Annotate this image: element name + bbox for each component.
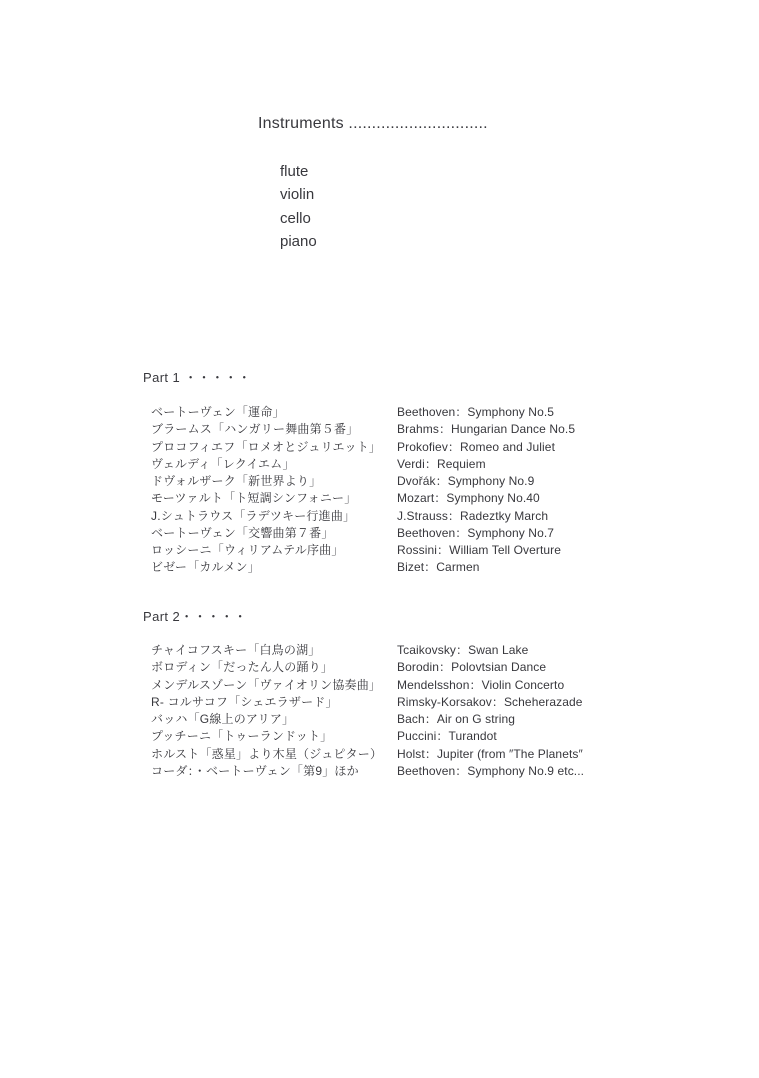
program-row (151, 490, 575, 507)
piece-title-ja: メンデルスゾーン「ヴァイオリン協奏曲」 (151, 677, 382, 692)
part2-list (151, 642, 584, 780)
piece-title-en: Tcaikovsky：Swan Lake (397, 643, 529, 657)
piece-title-ja: ベートーヴェン「運命」 (151, 405, 285, 419)
program-row (151, 508, 575, 525)
piece-title-ja: R- コルサコフ「シェエラザード」 (151, 694, 338, 709)
instrument-item: violin (280, 186, 315, 204)
part1-list (151, 404, 575, 577)
piece-title-ja: プロコフィエフ「ロメオとジュリエット」 (151, 439, 382, 454)
piece-title-ja: チャイコフスキー「白鳥の湖」 (151, 643, 321, 657)
program-row (151, 659, 584, 676)
piece-title-en: Holst：Jupiter (from ″The Planets″ (397, 746, 583, 761)
program-row (151, 542, 575, 559)
piece-title-en: Dvořák：Symphony No.9 (397, 474, 535, 488)
part1-heading: Part 1 ・・・・・ (143, 370, 252, 385)
instruments-list (280, 160, 317, 253)
program-row (151, 473, 575, 490)
program-row (151, 421, 575, 438)
piece-title-en: Beethoven：Symphony No.7 (397, 525, 555, 540)
piece-title-en: Rossini：William Tell Overture (397, 543, 562, 557)
program-row (151, 677, 584, 694)
piece-title-en: Puccini：Turandot (397, 729, 497, 744)
piece-title-en: Mozart：Symphony No.40 (397, 491, 540, 506)
piece-title-ja: J.シュトラウス「ラデツキー行進曲」 (151, 508, 356, 523)
piece-title-ja: モーツァルト「ト短調シンフォニー」 (151, 491, 357, 506)
piece-title-ja: ベートーヴェン「交響曲第７番」 (151, 525, 334, 540)
instrument-item: piano (280, 232, 317, 250)
program-row (151, 728, 584, 745)
program-row (151, 642, 584, 659)
piece-title-ja: ビゼー「カルメン」 (151, 560, 260, 575)
instrument-item: cello (280, 209, 311, 227)
program-row (151, 746, 584, 763)
piece-title-en: Bizet：Carmen (397, 560, 480, 575)
program-row (151, 404, 575, 421)
program-row (151, 439, 575, 456)
piece-title-ja: ドヴォルザーク「新世界より」 (151, 474, 322, 488)
piece-title-en: Beethoven：Symphony No.9 etc... (397, 763, 585, 778)
program-row (151, 559, 575, 576)
piece-title-en: J.Strauss：Radeztky March (397, 508, 549, 523)
piece-title-en: Borodin：Polovtsian Dance (397, 660, 547, 675)
program-row (151, 763, 584, 780)
piece-title-ja: プッチーニ「トゥーランドット」 (151, 729, 333, 744)
piece-title-ja: ブラームス「ハンガリー舞曲第５番」 (151, 422, 359, 437)
piece-title-en: Rimsky-Korsakov：Scheherazade (397, 694, 583, 709)
piece-title-en: Brahms：Hungarian Dance No.5 (397, 422, 576, 437)
piece-title-ja: バッハ「G線上のアリア」 (151, 712, 295, 726)
piece-title-ja: ホルスト「惑星」より木星（ジュピター） (151, 746, 383, 761)
program-row (151, 525, 575, 542)
piece-title-ja: ヴェルディ「レクイエム」 (151, 456, 295, 471)
piece-title-ja: ボロディン「だったん人の踊り」 (151, 660, 334, 675)
page-title: Instruments .............................. (258, 115, 488, 132)
piece-title-ja: コーダ：・ベートーヴェン「第9」ほか (151, 763, 359, 778)
piece-title-ja: ロッシーニ「ウィリアムテル序曲」 (151, 543, 344, 557)
part2-heading: Part 2・・・・・ (143, 609, 248, 624)
instrument-item: flute (280, 163, 309, 180)
piece-title-en: Verdi：Requiem (397, 456, 486, 471)
program-row (151, 711, 584, 728)
piece-title-en: Mendelsshon：Violin Concerto (397, 677, 565, 692)
piece-title-en: Bach：Air on G string (397, 712, 516, 726)
piece-title-en: Beethoven：Symphony No.5 (397, 405, 555, 419)
piece-title-en: Prokofiev：Romeo and Juliet (397, 439, 556, 454)
program-row (151, 694, 584, 711)
program-row (151, 456, 575, 473)
